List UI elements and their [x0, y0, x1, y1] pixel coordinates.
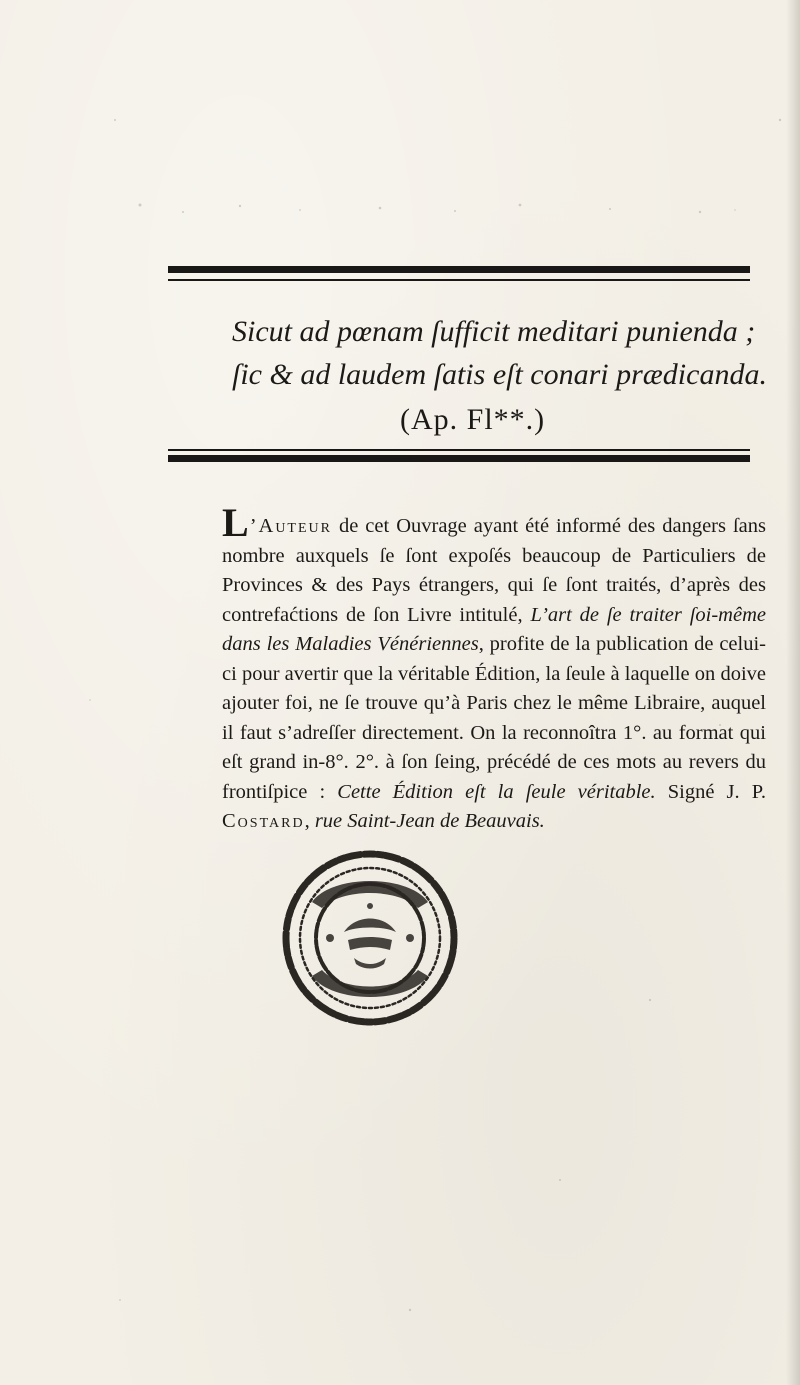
epigraph-line-1: Sicut ad pœnam ſufficit meditari punienda ; [232, 315, 756, 348]
notice-text-part-2: , profite de la publication de celui-ci pour avertir que la véritable Édition, la ſeule à laquelle on doive ajouter foi, ne ſe trouve qu’à Paris chez le même Libraire, auquel il faut s’adreſſer directement. On la reconnoîtra 1°. au format qui eſt grand in-8°. 2°. à ſon ſeing, précédé de ces mots au revers du frontiſpice : [222, 633, 766, 803]
top-thin-rule [168, 279, 750, 281]
top-ornamental-rule [168, 266, 750, 273]
signer-name: Costard [222, 810, 305, 832]
verso-inscription: Cette Édition eſt la ſeule véritable. [337, 780, 656, 803]
page-edge-shadow [786, 0, 800, 1385]
notice-text-part-1: de cet Ouvrage ayant été informé des dangers ſans nombre auxquels ſe ſont expoſés beaucoup de Particuliers de Provinces & des Pays étrangers, qui ſe ſont traités, d’après des contrefaćtions de ſon Livre intitulé, [222, 515, 766, 626]
publisher-address: rue Saint-Jean de Beauvais. [314, 810, 545, 832]
latin-epigraph [160, 310, 767, 441]
circular-ink-stamp-icon [272, 840, 468, 1036]
bottom-thin-rule [168, 449, 750, 451]
bottom-ornamental-rule [168, 455, 750, 462]
opening-word: ’Auteur [249, 515, 332, 537]
notice-text-part-4: , [304, 810, 315, 832]
notice-text-part-3: Signé J. P. [655, 780, 766, 803]
author-notice-paragraph [222, 500, 766, 837]
epigraph-attribution: (Ap. Fl**.) [400, 403, 546, 436]
drop-cap-letter: L [222, 500, 249, 545]
book-title: L’art de ſe traiter ſoi-même dans les Maladies Vénériennes [222, 603, 766, 655]
epigraph-line-2: ſic & ad laudem ſatis eſt conari prædicanda. [232, 358, 767, 391]
